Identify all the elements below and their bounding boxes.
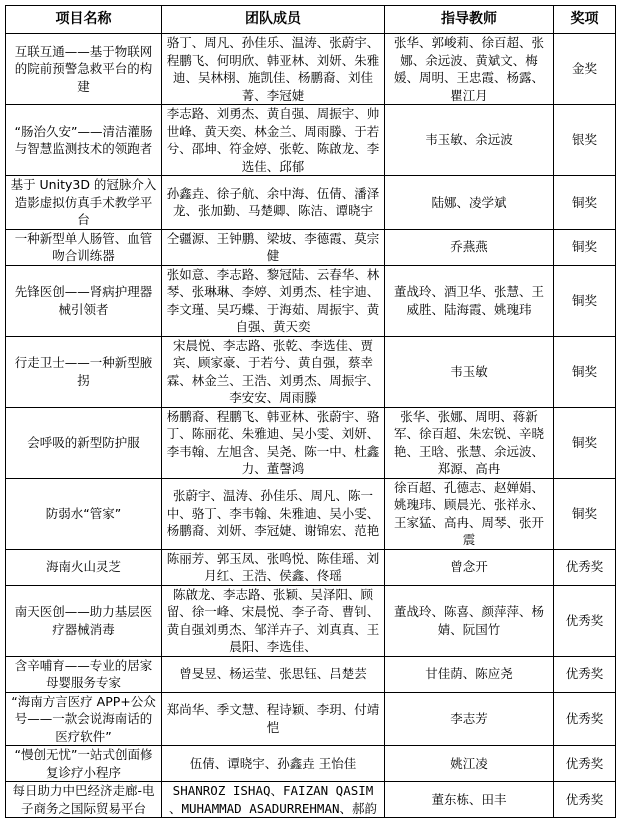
- award-cell: 铜奖: [554, 176, 616, 230]
- advisors-cell: 董东栋、田丰: [385, 782, 554, 818]
- team-members-cell: 仝疆源、王钟鹏、梁坡、李德霞、莫宗健: [162, 229, 385, 265]
- header-row: [6, 6, 616, 34]
- team-members-cell: 宋晨悦、李志路、张乾、李选佳、贾宾、顾家豪、于若兮、黄自强，蔡幸霖、林金兰、王浩、刘勇杰、周振宇、李安安、周雨滕: [162, 336, 385, 407]
- award-cell: 铜奖: [554, 336, 616, 407]
- header-advisors: 指导教师: [385, 6, 554, 34]
- team-members-cell: 郑尚华、季文慧、程诗颖、李玥、付靖恺: [162, 692, 385, 746]
- advisors-cell: 韦玉敏、余远波: [385, 105, 554, 176]
- advisors-cell: 董战玲、陈喜、颜萍萍、杨婧、阮国竹: [385, 585, 554, 656]
- table-row: [6, 407, 616, 478]
- award-cell: 优秀奖: [554, 782, 616, 818]
- award-cell: 优秀奖: [554, 692, 616, 746]
- team-members-cell: 伍倩、谭晓宇、孙鑫垚 王怡佳: [162, 746, 385, 782]
- team-members-cell: 陈啟龙、李志路、张颖、吴泽阳、顾留、徐一峰、宋晨悦、李子奇、曹钊、黄自强刘勇杰、邹洋卉子、刘真真、王晨阳、李选佳、: [162, 585, 385, 656]
- table-row: [6, 478, 616, 549]
- project-name-cell: 海南火山灵芝: [6, 549, 162, 585]
- award-cell: 金奖: [554, 34, 616, 105]
- project-name-cell: 防弱水“管家”: [6, 478, 162, 549]
- project-name-cell: 会呼吸的新型防护服: [6, 407, 162, 478]
- advisors-cell: 李志芳: [385, 692, 554, 746]
- team-members-cell: 杨鹏裔、程鹏飞、韩亚林、张蔚宇、骆丁、陈丽花、朱雅迪、吴小雯、刘妍、李韦翰、左旭含、吴尧、陈一中、杜鑫力、董謦鸿: [162, 407, 385, 478]
- table-row: [6, 336, 616, 407]
- advisors-cell: 张华、郭峻莉、徐百超、张娜、余远波、黄斌文、梅媛、周明、王忠霞、杨露、瞿江月: [385, 34, 554, 105]
- project-name-cell: 互联互通——基于物联网的院前预警急救平台的构建: [6, 34, 162, 105]
- team-members-cell: 张蔚宇、温涛、孙佳乐、周凡、陈一中、骆丁、李韦翰、朱雅迪、吴小雯、杨鹏裔、刘妍、李冠婕、谢锦宏、范艳: [162, 478, 385, 549]
- award-cell: 铜奖: [554, 478, 616, 549]
- project-name-cell: “慢创无忧”一站式创面修复诊疗小程序: [6, 746, 162, 782]
- header-team-members: 团队成员: [162, 6, 385, 34]
- advisors-cell: 乔燕燕: [385, 229, 554, 265]
- advisors-cell: 徐百超、孔德志、赵婵娟、姚瑰玮、顾晨光、张祥永、王家猛、高冉、周琴、张开震: [385, 478, 554, 549]
- advisors-cell: 曾念开: [385, 549, 554, 585]
- team-members-cell: 李志路、刘勇杰、黄自强、周振宇、帅世峰、黄天奕、林金兰、周雨滕、于若兮、邵坤、符金婷、张乾、陈啟龙、李选佳、邱郁: [162, 105, 385, 176]
- table-row: [6, 746, 616, 782]
- table-row: [6, 229, 616, 265]
- advisors-cell: 董战玲、酒卫华、张慧、王威胜、陆海霞、姚瑰玮: [385, 265, 554, 336]
- project-name-cell: 一种新型单人肠管、血管吻合训练器: [6, 229, 162, 265]
- advisors-cell: 陆娜、凌学斌: [385, 176, 554, 230]
- table-row: [6, 34, 616, 105]
- project-name-cell: “海南方言医疗 APP+公众号——一款会说海南话的医疗软件”: [6, 692, 162, 746]
- team-members-cell: 陈丽芳、郭玉凤、张鸣悦、陈佳瑶、刘月红、王浩、侯鑫、佟瑶: [162, 549, 385, 585]
- project-name-cell: “肠治久安”——清洁灌肠与智慧监测技术的领跑者: [6, 105, 162, 176]
- table-row: [6, 692, 616, 746]
- advisors-cell: 姚江凌: [385, 746, 554, 782]
- project-name-cell: 行走卫士——一种新型腋拐: [6, 336, 162, 407]
- award-cell: 铜奖: [554, 229, 616, 265]
- project-name-cell: 先锋医创——肾病护理器械引领者: [6, 265, 162, 336]
- award-cell: 铜奖: [554, 407, 616, 478]
- team-members-cell: 曾旻昱、杨运莹、张思钰、吕楚芸: [162, 656, 385, 692]
- award-cell: 优秀奖: [554, 656, 616, 692]
- table-row: [6, 549, 616, 585]
- table-row: [6, 585, 616, 656]
- table-row: [6, 176, 616, 230]
- award-cell: 优秀奖: [554, 585, 616, 656]
- award-cell: 银奖: [554, 105, 616, 176]
- awards-table: [5, 5, 616, 818]
- advisors-cell: 韦玉敏: [385, 336, 554, 407]
- project-name-cell: 基于 Unity3D 的冠脉介入造影虚拟仿真手术教学平台: [6, 176, 162, 230]
- team-members-cell: SHANROZ ISHAQ、FAIZAN QASIM 、MUHAMMAD ASADURREHMAN、郝韵: [162, 782, 385, 818]
- header-award: 奖项: [554, 6, 616, 34]
- advisors-cell: 甘佳荫、陈应尧: [385, 656, 554, 692]
- award-cell: 优秀奖: [554, 549, 616, 585]
- table-row: [6, 105, 616, 176]
- team-members-cell: 孙鑫垚、徐子航、余中海、伍倩、潘泽龙、张加勤、马楚卿、陈洁、谭晓宇: [162, 176, 385, 230]
- team-members-cell: 骆丁、周凡、孙佳乐、温涛、张蔚宇、程鹏飞、何明欣、韩亚林、刘妍、朱雅迪、吴林栩、施凯佳、杨鹏裔、刘佳菁、李冠婕: [162, 34, 385, 105]
- table-row: [6, 782, 616, 818]
- award-cell: 优秀奖: [554, 746, 616, 782]
- header-project-name: 项目名称: [6, 6, 162, 34]
- award-cell: 铜奖: [554, 265, 616, 336]
- team-members-cell: 张如意、李志路、黎冠陆、云春华、林琴、张琳琳、李婷、刘勇杰、桂宇迪、李文瑾、吴巧蝶、于海茹、周振宇、黄自强、黄天奕: [162, 265, 385, 336]
- table-row: [6, 656, 616, 692]
- project-name-cell: 每日助力中巴经济走廊-电子商务之国际贸易平台: [6, 782, 162, 818]
- table-row: [6, 265, 616, 336]
- project-name-cell: 含辛哺育——专业的居家母婴服务专家: [6, 656, 162, 692]
- advisors-cell: 张华、张娜、周明、蒋新军、徐百超、朱宏锐、辛晓艳、王晗、张慧、余远波、郑源、高冉: [385, 407, 554, 478]
- project-name-cell: 南天医创——助力基层医疗器械消毒: [6, 585, 162, 656]
